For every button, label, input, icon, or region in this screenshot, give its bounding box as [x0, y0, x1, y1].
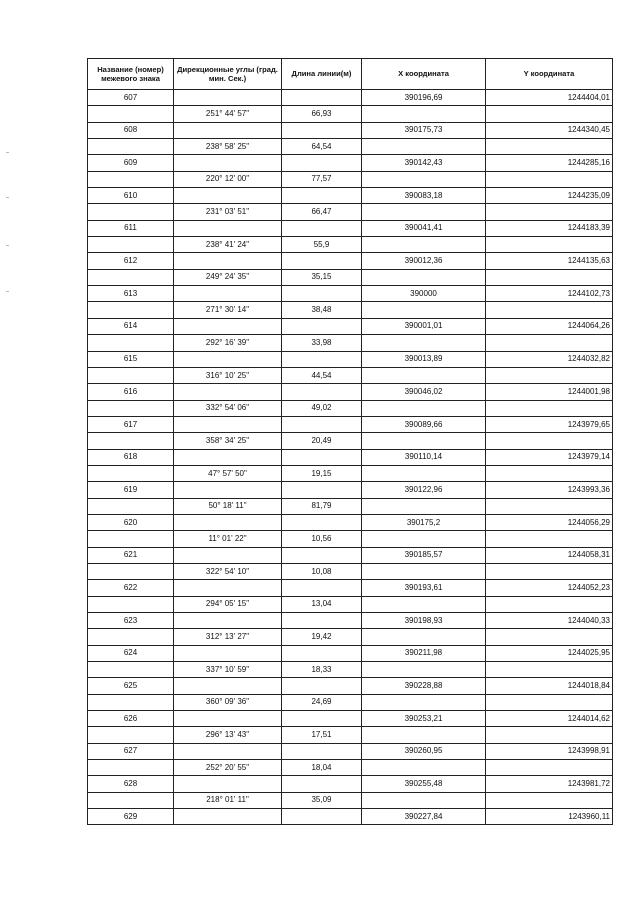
- table-row: [88, 465, 613, 481]
- cell-angle: 337° 10' 59": [174, 662, 282, 678]
- cell-angle: [174, 711, 282, 727]
- cell-length: 20,49: [282, 433, 362, 449]
- cell-name: 612: [88, 253, 174, 269]
- cell-x: 390193,61: [362, 580, 486, 596]
- cell-name: [88, 106, 174, 122]
- cell-x: 390110,14: [362, 449, 486, 465]
- cell-angle: [174, 613, 282, 629]
- cell-length: [282, 122, 362, 138]
- cell-angle: [174, 809, 282, 825]
- table-row: [88, 514, 613, 530]
- cell-name: [88, 269, 174, 285]
- cell-y: [486, 335, 613, 351]
- cell-y: 1244032,82: [486, 351, 613, 367]
- cell-x: [362, 662, 486, 678]
- cell-x: [362, 596, 486, 612]
- table-row: [88, 204, 613, 220]
- table-row: [88, 531, 613, 547]
- cell-angle: [174, 220, 282, 236]
- table-row: [88, 220, 613, 236]
- cell-x: 390196,69: [362, 90, 486, 106]
- cell-name: [88, 335, 174, 351]
- table-row: [88, 335, 613, 351]
- cell-y: 1244340,45: [486, 122, 613, 138]
- margin-mark: [6, 245, 9, 246]
- cell-name: 614: [88, 318, 174, 334]
- cell-name: [88, 760, 174, 776]
- cell-name: 607: [88, 90, 174, 106]
- cell-angle: [174, 122, 282, 138]
- cell-angle: [174, 514, 282, 530]
- table-row: [88, 171, 613, 187]
- cell-x: 390083,18: [362, 188, 486, 204]
- cell-y: 1243960,11: [486, 809, 613, 825]
- cell-name: 626: [88, 711, 174, 727]
- cell-y: 1244001,98: [486, 384, 613, 400]
- cell-length: [282, 188, 362, 204]
- cell-x: 390255,48: [362, 776, 486, 792]
- cell-y: [486, 367, 613, 383]
- header-angle: Дирекционные углы (град. мин. Сек.): [174, 59, 282, 90]
- cell-x: [362, 694, 486, 710]
- table-row: [88, 367, 613, 383]
- header-name: Название (номер) межевого знака: [88, 59, 174, 90]
- cell-x: [362, 629, 486, 645]
- cell-name: 623: [88, 613, 174, 629]
- cell-length: [282, 351, 362, 367]
- cell-length: [282, 743, 362, 759]
- cell-x: 390122,96: [362, 482, 486, 498]
- cell-angle: 296° 13' 43": [174, 727, 282, 743]
- table-row: [88, 498, 613, 514]
- cell-length: [282, 449, 362, 465]
- cell-name: 627: [88, 743, 174, 759]
- cell-length: [282, 253, 362, 269]
- header-x: X координата: [362, 59, 486, 90]
- cell-y: 1244040,33: [486, 613, 613, 629]
- cell-y: [486, 106, 613, 122]
- cell-name: 613: [88, 286, 174, 302]
- cell-y: [486, 465, 613, 481]
- cell-name: 609: [88, 155, 174, 171]
- table-row: [88, 155, 613, 171]
- cell-name: 616: [88, 384, 174, 400]
- cell-length: 13,04: [282, 596, 362, 612]
- table-row: [88, 792, 613, 808]
- table-row: [88, 433, 613, 449]
- cell-angle: [174, 645, 282, 661]
- cell-x: [362, 139, 486, 155]
- cell-x: [362, 465, 486, 481]
- table-row: [88, 237, 613, 253]
- table-row: [88, 449, 613, 465]
- cell-name: 618: [88, 449, 174, 465]
- cell-x: 390012,36: [362, 253, 486, 269]
- cell-length: 49,02: [282, 400, 362, 416]
- cell-y: [486, 760, 613, 776]
- table-row: [88, 351, 613, 367]
- cell-y: 1244014,62: [486, 711, 613, 727]
- cell-angle: [174, 547, 282, 563]
- cell-x: [362, 106, 486, 122]
- cell-y: [486, 792, 613, 808]
- cell-angle: [174, 449, 282, 465]
- cell-angle: 238° 58' 25": [174, 139, 282, 155]
- table-row: [88, 302, 613, 318]
- cell-length: 35,09: [282, 792, 362, 808]
- cell-y: [486, 596, 613, 612]
- cell-length: 44,54: [282, 367, 362, 383]
- table-row: [88, 727, 613, 743]
- cell-x: [362, 171, 486, 187]
- cell-name: 608: [88, 122, 174, 138]
- cell-length: [282, 384, 362, 400]
- cell-y: [486, 662, 613, 678]
- cell-x: [362, 204, 486, 220]
- cell-angle: [174, 743, 282, 759]
- margin-mark: [6, 197, 9, 198]
- cell-length: [282, 613, 362, 629]
- cell-name: 611: [88, 220, 174, 236]
- cell-angle: 322° 54' 10": [174, 563, 282, 579]
- cell-x: [362, 727, 486, 743]
- cell-x: [362, 237, 486, 253]
- cell-length: 24,69: [282, 694, 362, 710]
- cell-name: [88, 694, 174, 710]
- cell-length: 18,04: [282, 760, 362, 776]
- table-row: [88, 760, 613, 776]
- cell-angle: 47° 57' 50": [174, 465, 282, 481]
- cell-y: 1244064,26: [486, 318, 613, 334]
- cell-y: 1244056,29: [486, 514, 613, 530]
- cell-y: 1243979,65: [486, 416, 613, 432]
- cell-name: 610: [88, 188, 174, 204]
- margin-mark: [6, 291, 9, 292]
- cell-y: 1243993,36: [486, 482, 613, 498]
- cell-angle: [174, 286, 282, 302]
- cell-y: [486, 139, 613, 155]
- cell-name: [88, 204, 174, 220]
- table-row: [88, 188, 613, 204]
- cell-length: 55,9: [282, 237, 362, 253]
- table-row: [88, 662, 613, 678]
- cell-length: [282, 90, 362, 106]
- table-row: [88, 580, 613, 596]
- cell-length: 18,33: [282, 662, 362, 678]
- table-row: [88, 384, 613, 400]
- cell-x: 390228,88: [362, 678, 486, 694]
- cell-name: 619: [88, 482, 174, 498]
- table-row: [88, 694, 613, 710]
- cell-angle: [174, 580, 282, 596]
- table-row: [88, 776, 613, 792]
- header-y: Y координата: [486, 59, 613, 90]
- cell-length: [282, 318, 362, 334]
- header-length: Длина линии(м): [282, 59, 362, 90]
- cell-y: 1244285,16: [486, 155, 613, 171]
- cell-y: [486, 237, 613, 253]
- cell-y: 1244183,39: [486, 220, 613, 236]
- cell-y: 1244135,63: [486, 253, 613, 269]
- cell-angle: [174, 482, 282, 498]
- cell-x: 390260,95: [362, 743, 486, 759]
- cell-name: [88, 596, 174, 612]
- cell-x: 390175,2: [362, 514, 486, 530]
- table-row: [88, 678, 613, 694]
- cell-x: 390198,93: [362, 613, 486, 629]
- cell-x: [362, 563, 486, 579]
- cell-y: 1244102,73: [486, 286, 613, 302]
- cell-x: [362, 400, 486, 416]
- cell-length: 10,08: [282, 563, 362, 579]
- coordinates-table: [87, 58, 613, 825]
- cell-length: 19,15: [282, 465, 362, 481]
- cell-angle: [174, 188, 282, 204]
- cell-x: 390227,84: [362, 809, 486, 825]
- cell-length: 17,51: [282, 727, 362, 743]
- table-row: [88, 139, 613, 155]
- cell-name: [88, 237, 174, 253]
- cell-name: 629: [88, 809, 174, 825]
- cell-length: 66,47: [282, 204, 362, 220]
- cell-name: 624: [88, 645, 174, 661]
- cell-angle: [174, 253, 282, 269]
- cell-x: 390142,43: [362, 155, 486, 171]
- header-row: [88, 59, 613, 90]
- cell-angle: 312° 13' 27": [174, 629, 282, 645]
- cell-angle: 249° 24' 35": [174, 269, 282, 285]
- table-row: [88, 253, 613, 269]
- cell-length: 35,15: [282, 269, 362, 285]
- table-row: [88, 416, 613, 432]
- cell-name: 621: [88, 547, 174, 563]
- cell-name: [88, 629, 174, 645]
- margin-mark: [6, 152, 9, 153]
- cell-length: [282, 286, 362, 302]
- cell-x: 390046,02: [362, 384, 486, 400]
- cell-y: [486, 302, 613, 318]
- table-row: [88, 596, 613, 612]
- cell-y: [486, 498, 613, 514]
- cell-y: [486, 694, 613, 710]
- cell-name: 622: [88, 580, 174, 596]
- cell-length: 66,93: [282, 106, 362, 122]
- cell-name: 617: [88, 416, 174, 432]
- cell-y: 1244052,23: [486, 580, 613, 596]
- cell-angle: 50° 18' 11": [174, 498, 282, 514]
- cell-length: [282, 482, 362, 498]
- cell-length: [282, 645, 362, 661]
- cell-name: [88, 563, 174, 579]
- table-row: [88, 269, 613, 285]
- cell-x: 390175,73: [362, 122, 486, 138]
- cell-y: 1244235,09: [486, 188, 613, 204]
- table-row: [88, 90, 613, 106]
- cell-length: 38,48: [282, 302, 362, 318]
- cell-y: [486, 727, 613, 743]
- table-row: [88, 613, 613, 629]
- cell-name: [88, 465, 174, 481]
- table-row: [88, 563, 613, 579]
- cell-name: [88, 662, 174, 678]
- cell-y: 1244404,01: [486, 90, 613, 106]
- cell-length: [282, 711, 362, 727]
- cell-angle: 360° 09' 36": [174, 694, 282, 710]
- cell-length: [282, 514, 362, 530]
- cell-angle: [174, 416, 282, 432]
- cell-length: 19,42: [282, 629, 362, 645]
- cell-x: [362, 760, 486, 776]
- cell-angle: 294° 05' 15": [174, 596, 282, 612]
- cell-name: [88, 139, 174, 155]
- cell-angle: 292° 16' 39": [174, 335, 282, 351]
- cell-y: 1243981,72: [486, 776, 613, 792]
- table-row: [88, 547, 613, 563]
- table-row: [88, 645, 613, 661]
- cell-y: [486, 563, 613, 579]
- cell-y: 1243979,14: [486, 449, 613, 465]
- cell-angle: 252° 20' 55": [174, 760, 282, 776]
- cell-angle: 332° 54' 06": [174, 400, 282, 416]
- cell-length: [282, 220, 362, 236]
- cell-y: [486, 531, 613, 547]
- table-row: [88, 743, 613, 759]
- table-row: [88, 400, 613, 416]
- cell-name: 625: [88, 678, 174, 694]
- table-row: [88, 809, 613, 825]
- cell-x: [362, 531, 486, 547]
- cell-x: [362, 302, 486, 318]
- cell-angle: [174, 776, 282, 792]
- cell-y: [486, 629, 613, 645]
- cell-name: [88, 171, 174, 187]
- cell-name: 620: [88, 514, 174, 530]
- cell-length: [282, 678, 362, 694]
- table-row: [88, 106, 613, 122]
- cell-x: 390089,66: [362, 416, 486, 432]
- cell-angle: [174, 318, 282, 334]
- cell-length: 10,56: [282, 531, 362, 547]
- cell-length: [282, 809, 362, 825]
- cell-x: [362, 433, 486, 449]
- cell-length: [282, 155, 362, 171]
- cell-angle: 218° 01' 11": [174, 792, 282, 808]
- cell-y: 1244018,84: [486, 678, 613, 694]
- cell-name: [88, 792, 174, 808]
- table-row: [88, 482, 613, 498]
- cell-x: 390041,41: [362, 220, 486, 236]
- cell-name: [88, 531, 174, 547]
- cell-length: 33,98: [282, 335, 362, 351]
- cell-name: [88, 302, 174, 318]
- table-row: [88, 629, 613, 645]
- cell-angle: 271° 30' 14": [174, 302, 282, 318]
- cell-length: [282, 416, 362, 432]
- cell-angle: 358° 34' 25": [174, 433, 282, 449]
- cell-x: [362, 269, 486, 285]
- cell-y: [486, 400, 613, 416]
- cell-angle: [174, 678, 282, 694]
- cell-name: [88, 498, 174, 514]
- table-row: [88, 122, 613, 138]
- cell-angle: [174, 351, 282, 367]
- cell-x: 390000: [362, 286, 486, 302]
- cell-length: 64,54: [282, 139, 362, 155]
- cell-length: [282, 580, 362, 596]
- cell-angle: 316° 10' 25": [174, 367, 282, 383]
- cell-name: [88, 400, 174, 416]
- cell-length: 77,57: [282, 171, 362, 187]
- table-row: [88, 286, 613, 302]
- cell-y: 1244025,95: [486, 645, 613, 661]
- cell-x: [362, 367, 486, 383]
- cell-angle: [174, 384, 282, 400]
- cell-x: [362, 792, 486, 808]
- cell-angle: 251° 44' 57": [174, 106, 282, 122]
- cell-angle: 220° 12' 00": [174, 171, 282, 187]
- cell-name: [88, 727, 174, 743]
- cell-angle: [174, 90, 282, 106]
- cell-name: 615: [88, 351, 174, 367]
- cell-x: [362, 498, 486, 514]
- cell-y: 1244058,31: [486, 547, 613, 563]
- cell-x: 390185,57: [362, 547, 486, 563]
- cell-y: 1243998,91: [486, 743, 613, 759]
- cell-angle: [174, 155, 282, 171]
- cell-x: 390001,01: [362, 318, 486, 334]
- table-row: [88, 711, 613, 727]
- cell-name: [88, 367, 174, 383]
- cell-y: [486, 433, 613, 449]
- table-body: [88, 90, 613, 825]
- cell-y: [486, 204, 613, 220]
- cell-length: [282, 776, 362, 792]
- table-header: [88, 59, 613, 90]
- table-row: [88, 318, 613, 334]
- cell-y: [486, 171, 613, 187]
- cell-name: [88, 433, 174, 449]
- cell-x: 390013,89: [362, 351, 486, 367]
- cell-x: 390211,98: [362, 645, 486, 661]
- cell-length: [282, 547, 362, 563]
- cell-x: [362, 335, 486, 351]
- cell-angle: 11° 01' 22": [174, 531, 282, 547]
- cell-length: 81,79: [282, 498, 362, 514]
- cell-x: 390253,21: [362, 711, 486, 727]
- cell-angle: 231° 03' 51": [174, 204, 282, 220]
- cell-angle: 238° 41' 24": [174, 237, 282, 253]
- cell-name: 628: [88, 776, 174, 792]
- cell-y: [486, 269, 613, 285]
